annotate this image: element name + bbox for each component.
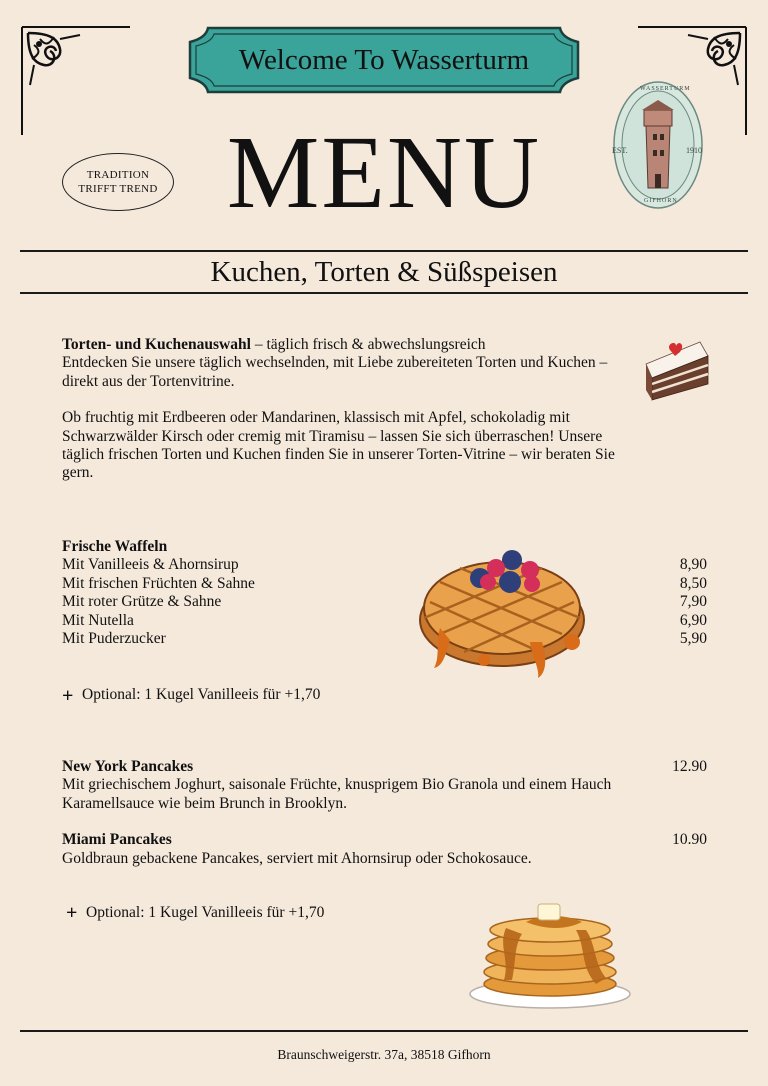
item-price: 10.90: [672, 831, 707, 849]
item-name: Mit Vanilleeis & Ahornsirup: [62, 556, 239, 574]
footer-address: Braunschweigerstr. 37a, 38518 Gifhorn: [277, 1047, 491, 1062]
page-title: MENU: [226, 115, 542, 230]
seal-est-label: EST.: [612, 146, 628, 155]
item-description: Mit griechischem Joghurt, saisonale Früchte, knusprigem Bio Granola und einem Hauch Karamellsauce wie beim Brunch in Brooklyn.: [62, 776, 612, 812]
tagline-line-2: TRIFFT TREND: [78, 183, 158, 195]
waffles-optional-text: Optional: 1 Kugel Vanilleeis für +1,70: [82, 686, 321, 704]
pancakes-section: [62, 758, 707, 925]
tagline-badge: [62, 153, 174, 211]
item-name: Mit roter Grütze & Sahne: [62, 593, 222, 611]
item-price: 12.90: [672, 758, 707, 775]
section-rule-bottom: [20, 292, 748, 294]
plus-icon: +: [62, 684, 74, 707]
intro-block: [62, 336, 632, 501]
water-tower-icon: [612, 80, 704, 210]
item-price: 7,90: [679, 593, 707, 611]
seal-bottom-text: GIFHORN: [644, 198, 678, 204]
waffles-heading: Frische Waffeln: [62, 538, 168, 555]
pancake-stack-icon: [466, 900, 634, 1012]
intro-heading-suffix: – täglich frisch & abwechslungsreich: [250, 336, 486, 353]
item-price: 8,50: [679, 574, 707, 592]
waffle-icon: [410, 542, 592, 684]
list-item: [62, 575, 707, 593]
list-item: [62, 831, 707, 868]
item-name: Mit Puderzucker: [62, 630, 166, 648]
welcome-banner: [186, 24, 582, 96]
waffles-optional: [62, 684, 707, 707]
list-item: [62, 593, 707, 611]
wasserturm-seal: [612, 80, 704, 210]
intro-heading: Torten- und Kuchenauswahl: [62, 336, 251, 353]
item-description: Goldbraun gebackene Pancakes, serviert mit Ahornsirup oder Schokosauce.: [62, 849, 532, 867]
item-price: 8,90: [679, 556, 707, 574]
section-rule-top: [20, 250, 748, 252]
item-price: 6,90: [679, 611, 707, 629]
tagline-line-1: TRADITION: [86, 169, 150, 181]
cake-slice-icon: [642, 334, 712, 402]
item-name: Mit frischen Früchten & Sahne: [62, 574, 255, 592]
seal-year: 1910: [686, 146, 702, 155]
intro-paragraph-2: Ob fruchtig mit Erdbeeren oder Mandarinen, klassisch mit Apfel, schokoladig mit Schwarzwälder Kirsch oder cremig mit Tiramisu – lassen Sie sich überraschen! Unsere täglich frischen Torten und Kuchen finden Sie in unserer Torten-Vitrine – wir beraten Sie gern.: [62, 409, 615, 482]
list-item: [62, 758, 707, 813]
item-name: Mit Nutella: [62, 611, 134, 629]
intro-line-2: Entdecken Sie unsere täglich wechselnden, mit Liebe zubereiteten Torten und Kuchen – direkt aus der Tortenvitrine.: [62, 354, 608, 390]
list-item: [62, 556, 707, 574]
intro-paragraph-1: [62, 336, 632, 391]
list-item: [62, 630, 707, 648]
section-title: Kuchen, Torten & Süßspeisen: [210, 256, 558, 288]
plus-icon: +: [66, 902, 78, 925]
item-name: New York Pancakes: [62, 758, 194, 775]
banner-text: Welcome To Wasserturm: [238, 43, 530, 76]
list-item: [62, 612, 707, 630]
footer-rule: [20, 1030, 748, 1032]
item-price: 5,90: [679, 630, 707, 648]
seal-top-text: WASSERTURM: [640, 86, 691, 92]
waffles-section: [62, 538, 707, 705]
item-name: Miami Pancakes: [62, 831, 172, 849]
pancakes-optional-text: Optional: 1 Kugel Vanilleeis für +1,70: [86, 904, 325, 922]
